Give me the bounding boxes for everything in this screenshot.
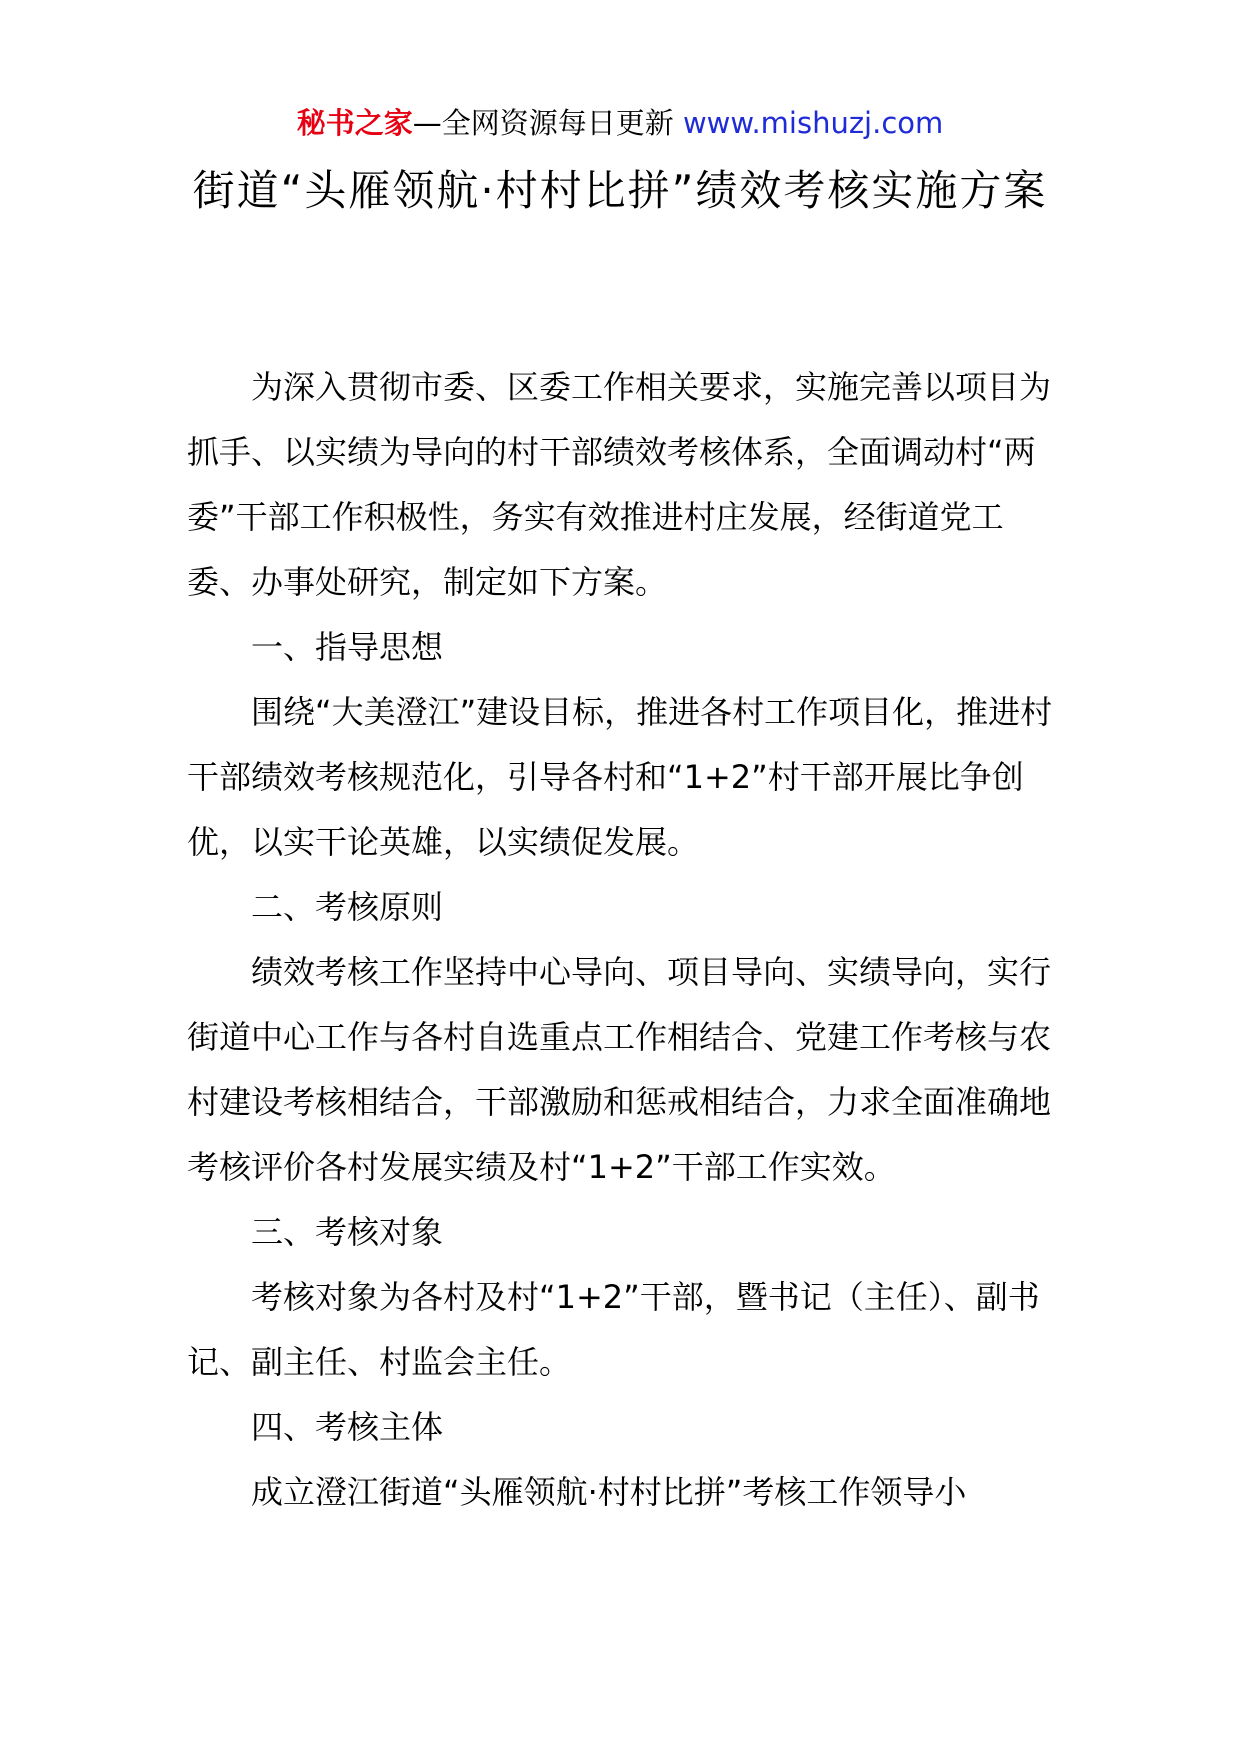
section-paragraph: 成立澄江街道“头雁领航·村村比拼”考核工作领导小 [251,1473,967,1511]
section-heading-principles: 二、考核原则 [251,888,444,926]
document-body [187,355,1057,1525]
section-paragraph: 围绕“大美澄江”建设目标，推进各村工作项目化，推进村干部绩效考核规范化，引导各村和“1+2”村干部开展比争创优，以实干论英雄，以实绩促发展。 [187,693,1053,861]
document-title: 街道“头雁领航·村村比拼”绩效考核实施方案 [192,166,1048,215]
site-url-link[interactable]: www.mishuzj.com [682,106,944,140]
intro-paragraph: 为深入贯彻市委、区委工作相关要求，实施完善以项目为抓手、以实绩为导向的村干部绩效考核体系，全面调动村“两委”干部工作积极性，务实有效推进村庄发展，经街道党工委、办事处研究，制定如下方案。 [187,368,1052,601]
section-paragraph: 考核对象为各村及村“1+2”干部，暨书记（主任）、副书记、副主任、村监会主任。 [187,1278,1040,1381]
section-heading-subjects: 四、考核主体 [251,1408,444,1446]
site-header [0,103,1240,143]
section-paragraph: 绩效考核工作坚持中心导向、项目导向、实绩导向，实行街道中心工作与各村自选重点工作相结合、党建工作考核与农村建设考核相结合，干部激励和惩戒相结合，力求全面准确地考核评价各村发展实绩及村“1+2”干部工作实效。 [187,953,1052,1186]
section-heading-targets: 三、考核对象 [251,1213,444,1251]
brand-name: 秘书之家 [296,106,413,140]
section-heading-guiding-ideology: 一、指导思想 [251,628,444,666]
header-tagline: —全网资源每日更新 [412,106,683,140]
